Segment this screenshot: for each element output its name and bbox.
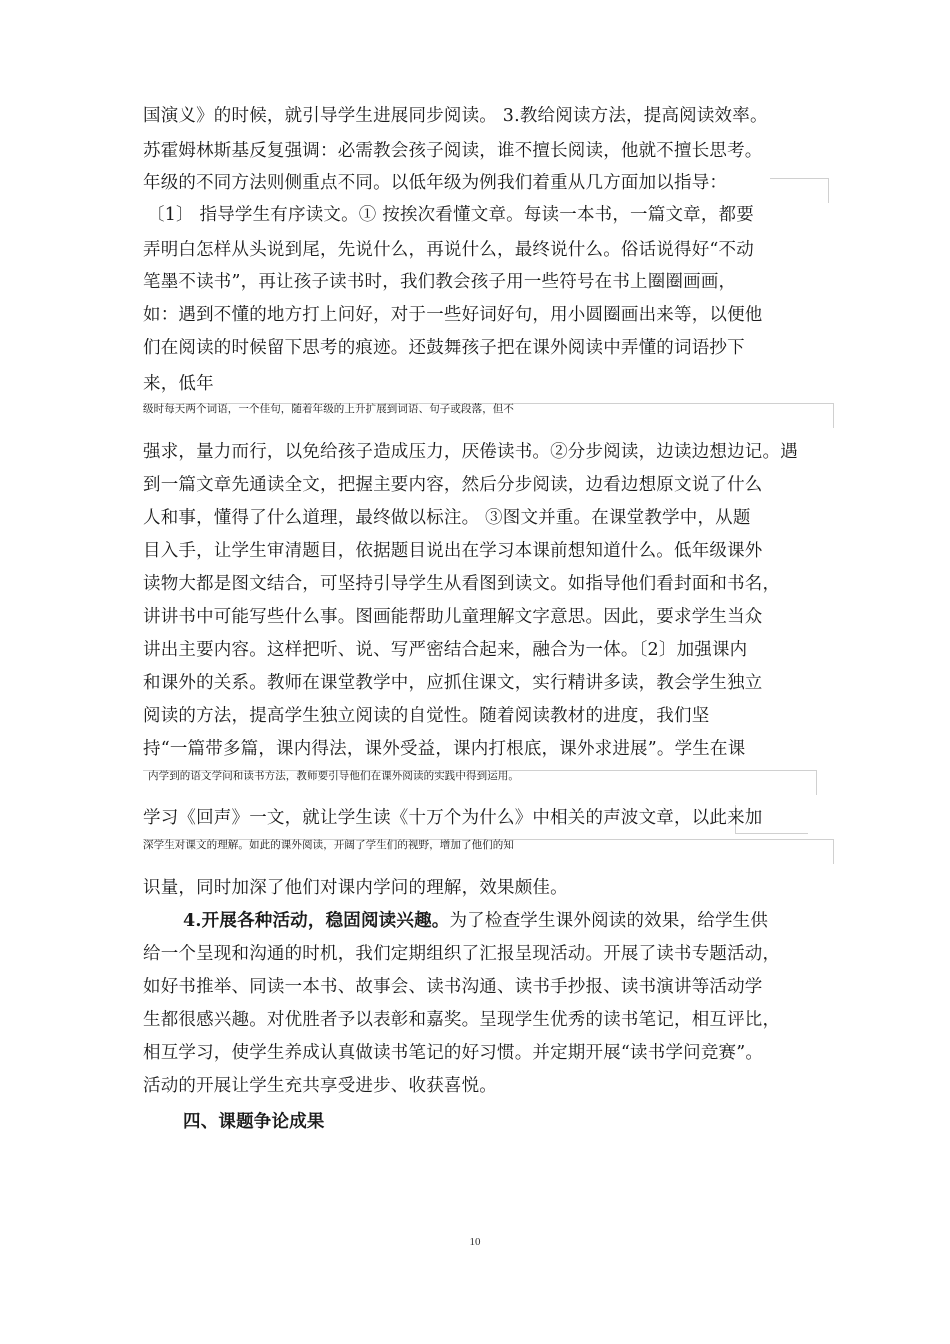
body-line: 讲讲书中可能写些什么事。图画能帮助儿童理解文字意思。因此，要求学生当众 xyxy=(143,607,763,627)
body-line: 如好书推举、同读一本书、故事会、读书沟通、读书手抄报、读书演讲等活动学 xyxy=(143,977,763,997)
body-line: 国演义》的时候，就引导学生进展同步阅读。 3.教给阅读方法，提高阅读效率。 xyxy=(143,106,768,126)
body-line: 弄明白怎样从头说到尾，先说什么，再说什么，最终说什么。俗话说得好“不动 xyxy=(143,240,754,260)
body-line: 强求，量力而行，以免给孩子造成压力，厌倦读书。②分步阅读，边读边想边记。遇 xyxy=(143,442,798,462)
small-print-line: 级时每天两个词语，一个佳句，随着年级的上升扩展到词语、句子或段落，但不 xyxy=(143,403,514,415)
body-line: 苏霍姆林斯基反复强调：必需教会孩子阅读，谁不擅长阅读，他就不擅长思考。 xyxy=(143,141,763,161)
small-print-line: 内学到的语文学问和读书方法，教师要引导他们在课外阅读的实践中得到运用。 xyxy=(148,770,519,782)
small-print-line: 深学生对课文的理解。如此的课外阅读，开阔了学生们的视野，增加了他们的知 xyxy=(143,839,514,851)
activity-text: 为了检查学生课外阅读的效果，给学生供 xyxy=(449,911,769,931)
body-line: 们在阅读的时候留下思考的痕迹。还鼓舞孩子把在课外阅读中弄懂的词语抄下 xyxy=(143,338,745,358)
body-line: 学习《回声》一文，就让学生读《十万个为什么》中相关的声波文章，以此来加 xyxy=(143,808,763,828)
activity-paragraph-first-line xyxy=(183,909,823,933)
body-line: 相互学习，使学生养成认真做读书笔记的好习惯。并定期开展“读书学问竞赛”。 xyxy=(143,1043,764,1063)
body-line: 阅读的方法，提高学生独立阅读的自觉性。随着阅读教材的进度，我们坚 xyxy=(143,706,710,726)
body-line: 笔墨不读书”，再让孩子读书时，我们教会孩子用一些符号在书上圈圈画画， xyxy=(143,272,737,292)
body-line: 人和事，懂得了什么道理，最终做以标注。 ③图文并重。在课堂教学中，从题 xyxy=(143,508,751,528)
body-line: 来，低年 xyxy=(143,374,214,394)
body-line: 持“一篇带多篇，课内得法，课外受益，课内打根底，课外求进展”。学生在课 xyxy=(143,739,746,759)
body-line: 和课外的关系。教师在课堂教学中，应抓住课文，实行精讲多读，教会学生独立 xyxy=(143,673,763,693)
body-line: 活动的开展让学生充共享受进步、收获喜悦。 xyxy=(143,1076,497,1096)
body-line: 〔1〕 指导学生有序读文。① 按挨次看懂文章。每读一本书，一篇文章，都要 xyxy=(147,205,754,225)
body-line: 如：遇到不懂的地方打上问好，对于一些好词好句，用小圆圈画出来等，以便他 xyxy=(143,305,763,325)
body-line: 讲出主要内容。这样把听、说、写严密结合起来，融合为一体。〔2〕加强课内 xyxy=(143,640,748,660)
body-line: 年级的不同方法则侧重点不同。以低年级为例我们着重从几方面加以指导： xyxy=(143,173,728,193)
body-line: 目入手，让学生审清题目，依据题目说出在学习本课前想知道什么。低年级课外 xyxy=(143,541,763,561)
body-line: 读物大都是图文结合，可坚持引导学生从看图到读文。如指导他们看封面和书名， xyxy=(143,574,781,594)
body-line: 给一个呈现和沟通的时机，我们定期组织了汇报呈现活动。开展了读书专题活动， xyxy=(143,944,781,964)
body-line: 识量，同时加深了他们对课内学问的理解，效果颇佳。 xyxy=(143,878,568,898)
section-heading: 四、课题争论成果 xyxy=(183,1112,325,1132)
body-line: 到一篇文章先通读全文，把握主要内容，然后分步阅读，边看边想原文说了什么 xyxy=(143,475,763,495)
page-number: 10 xyxy=(469,1236,481,1248)
body-line: 生都很感兴趣。对优胜者予以表彰和嘉奖。呈现学生优秀的读书笔记，相互评比， xyxy=(143,1010,781,1030)
activity-heading: 4.开展各种活动，稳固阅读兴趣。 xyxy=(183,911,450,931)
